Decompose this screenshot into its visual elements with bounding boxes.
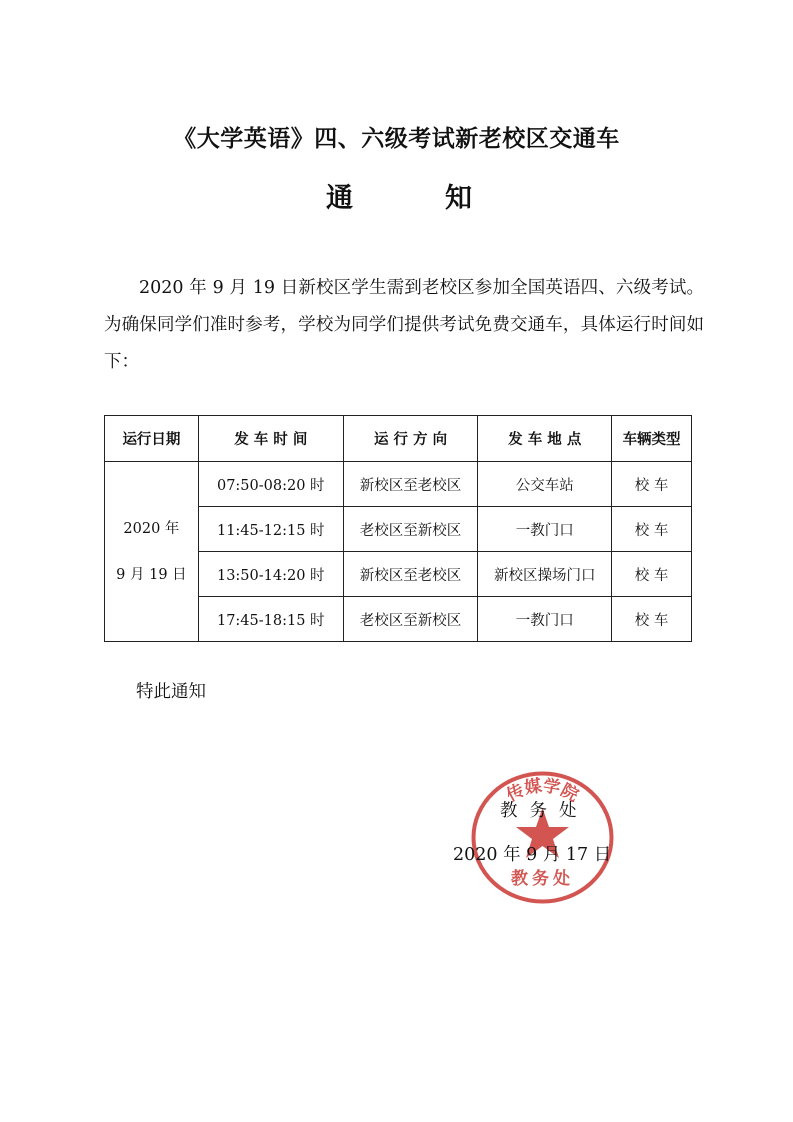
page-title: 《大学英语》四、六级考试新老校区交通车 <box>173 125 620 152</box>
table-row <box>105 462 692 507</box>
schedule-table <box>104 415 692 642</box>
cell-direction: 老校区至新校区 <box>343 507 478 552</box>
cell-type: 校 车 <box>612 507 692 552</box>
header-date: 运行日期 <box>105 416 199 462</box>
cell-place: 一教门口 <box>478 507 612 552</box>
table-header-row <box>105 416 692 462</box>
subtitle-char-2: 知 <box>445 183 472 214</box>
header-direction: 运 行 方 向 <box>343 416 478 462</box>
cell-place: 新校区操场门口 <box>478 552 612 597</box>
header-place: 发 车 地 点 <box>478 416 612 462</box>
cell-type: 校 车 <box>612 597 692 642</box>
cell-type: 校 车 <box>612 462 692 507</box>
cell-type: 校 车 <box>612 552 692 597</box>
cell-time: 17:45-18:15 时 <box>198 597 343 642</box>
signature-date: 2020 年 9 月 17 日 <box>453 845 612 865</box>
subtitle-char-1: 通 <box>326 183 353 214</box>
seal-bottom-text: 教务处 <box>511 869 574 889</box>
cell-direction: 新校区至老校区 <box>343 462 478 507</box>
cell-time: 13:50-14:20 时 <box>198 552 343 597</box>
cell-time: 11:45-12:15 时 <box>198 507 343 552</box>
cell-place: 公交车站 <box>478 462 612 507</box>
cell-time: 07:50-08:20 时 <box>198 462 343 507</box>
seal-top-text: 传媒学院 <box>503 776 582 807</box>
cell-place: 一教门口 <box>478 597 612 642</box>
body-paragraph <box>104 270 704 381</box>
cell-direction: 新校区至老校区 <box>343 552 478 597</box>
header-type: 车辆类型 <box>612 416 692 462</box>
header-time: 发 车 时 间 <box>198 416 343 462</box>
official-seal <box>470 770 615 905</box>
date-line-2: 9 月 19 日 <box>116 566 187 583</box>
cell-direction: 老校区至新校区 <box>343 597 478 642</box>
date-line-1: 2020 年 <box>123 520 180 537</box>
body-paragraph-text: 2020 年 9 月 19 日新校区学生需到老校区参加全国英语四、六级考试。为确保同学们准时参考，学校为同学们提供考试免费交通车，具体运行时间如下： <box>104 278 704 372</box>
signature-office: 教务处 <box>500 801 589 821</box>
closing-text: 特此通知 <box>136 682 206 702</box>
date-cell <box>105 462 199 642</box>
